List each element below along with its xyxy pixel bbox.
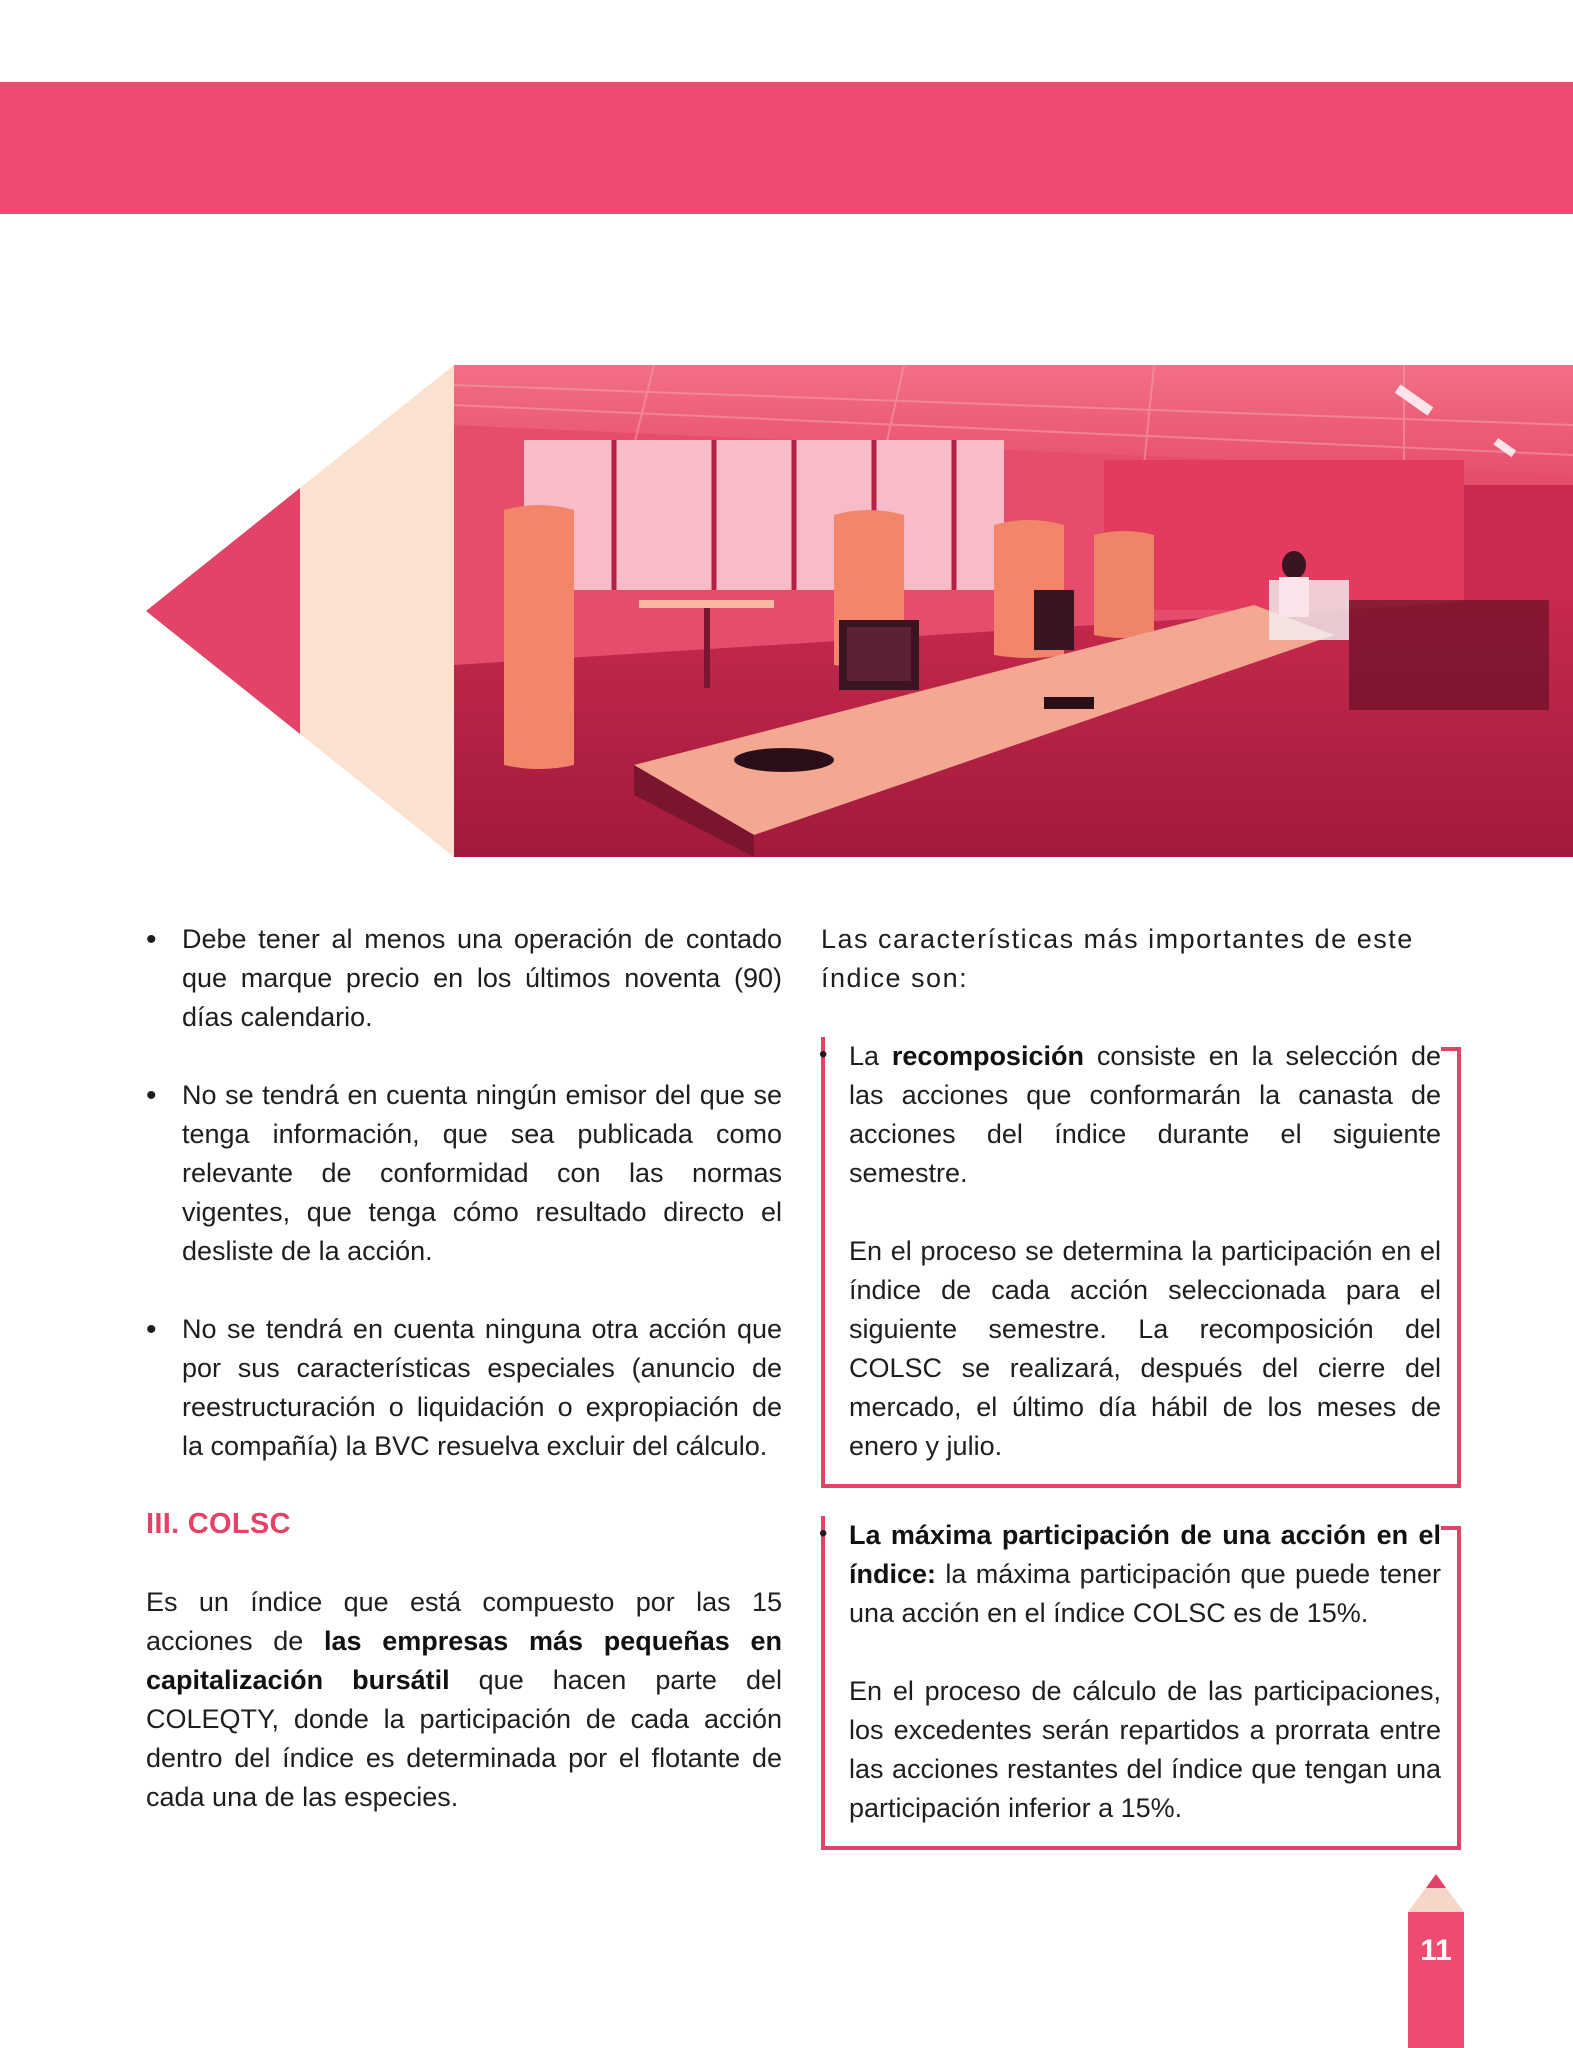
left-column [146, 920, 782, 1817]
max-participation-definition: La máxima participación de una acción en el índice: la máxima participación que puede tener una acción en el índice COLSC es de 15%. [849, 1520, 1441, 1628]
bullet-icon: • [819, 1041, 828, 1068]
bullet-icon: • [819, 1520, 828, 1547]
page-tab-lead [1426, 1874, 1446, 1888]
page-number: 11 [1420, 1934, 1452, 1967]
recomposition-definition: La recomposición consiste en la selección de las acciones que conformarán la canasta de acciones del índice durante el siguiente semestre. [849, 1041, 1441, 1188]
criteria-list [146, 920, 782, 1466]
list-item: • No se tendrá en cuenta ningún emisor del que se tenga información, que sea publicada como relevante de conformidad con las normas vigentes, que tenga cómo resultado directo el desliste de la acción. [146, 1076, 782, 1271]
characteristics-intro: Las características más importantes de este índice son: [821, 924, 1414, 993]
max-participation-box [821, 1516, 1461, 1850]
recomposition-process: En el proceso se determina la participación en el índice de cada acción seleccionada para el siguiente semestre. La recomposición del COLSC se realizará, después del cierre del mercado, el último día hábil de los meses de enero y julio. [849, 1236, 1441, 1461]
right-column [821, 920, 1461, 1870]
max-participation-process: En el proceso de cálculo de las participaciones, los excedentes serán repartidos a prorrata entre las acciones restantes del índice que tengan una participación inferior a 15%. [849, 1676, 1441, 1823]
bullet-icon: • [146, 1079, 157, 1112]
office-photo [454, 365, 1573, 857]
header-band [0, 82, 1573, 214]
list-item: • No se tendrá en cuenta ninguna otra acción que por sus características especiales (anuncio de reestructuración o liquidación o expropiación de la compañía) la BVC resuelva excluir del cálculo. [146, 1310, 782, 1466]
colsc-description: Es un índice que está compuesto por las 15 acciones de las empresas más pequeñas en capitalización bursátil que hacen parte del COLEQTY, donde la participación de cada acción dentro del índice es determinada por el flotante de cada una de las especies. [146, 1587, 782, 1812]
page-tab [1408, 1912, 1464, 2048]
recomposition-box [821, 1037, 1461, 1488]
pencil-lead [146, 488, 300, 734]
section-heading: III. COLSC [146, 1508, 291, 1540]
bullet-icon: • [146, 1313, 157, 1346]
bullet-icon: • [146, 923, 157, 956]
list-item: • Debe tener al menos una operación de contado que marque precio en los últimos noventa (90) días calendario. [146, 920, 782, 1037]
